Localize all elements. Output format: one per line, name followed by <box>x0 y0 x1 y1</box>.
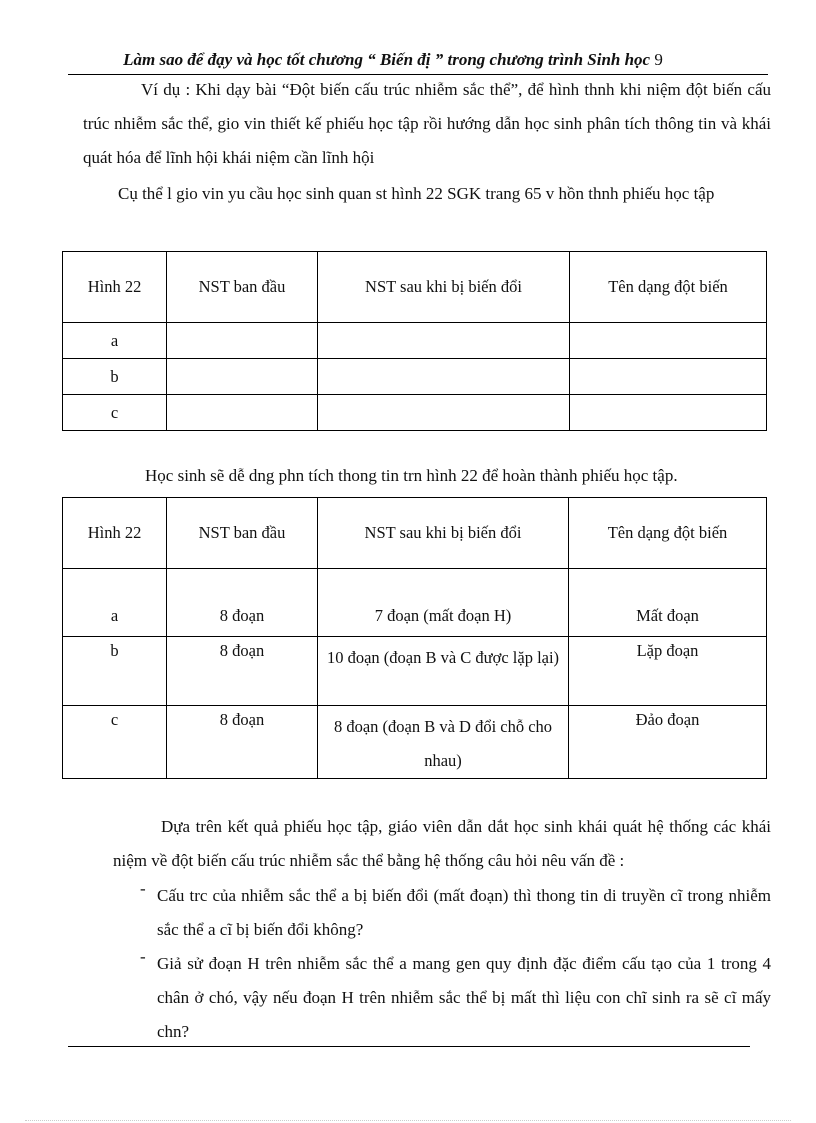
column-header: NST ban đầu <box>167 252 318 323</box>
table-cell <box>318 395 570 431</box>
table-cell: Đảo đoạn <box>569 706 767 779</box>
worksheet-table-filled <box>62 497 767 779</box>
table-row <box>63 637 767 706</box>
table-cell: 7 đoạn (mất đoạn H) <box>318 569 569 637</box>
column-header: Hình 22 <box>63 498 167 569</box>
table-cell <box>570 395 767 431</box>
table-cell: Mất đoạn <box>569 569 767 637</box>
table-cell: 10 đoạn (đoạn B và C được lặp lại) <box>318 637 569 706</box>
table-cell: c <box>63 395 167 431</box>
table-cell <box>167 323 318 359</box>
table-header-row <box>63 252 767 323</box>
column-header: Tên dạng đột biến <box>570 252 767 323</box>
column-header: NST sau khi bị biến đổi <box>318 498 569 569</box>
table-cell: 8 đoạn (đoạn B và D đổi chỗ cho nhau) <box>318 706 569 779</box>
table-cell: Lặp đoạn <box>569 637 767 706</box>
table-cell: a <box>63 569 167 637</box>
conclusion-paragraph: Dựa trên kết quả phiếu học tập, giáo viên dẫn dắt học sinh khái quát hệ thống các khái niệm về đột biến cấu trúc nhiễm sắc thể bằng hệ thống câu hỏi nêu vấn đề : <box>113 817 771 870</box>
table-row <box>63 395 767 431</box>
table-row <box>63 323 767 359</box>
table-row <box>63 569 767 637</box>
question-item: Giả sử đoạn H trên nhiễm sắc thể a mang gen quy định đặc điểm cấu tạo của 1 trong 4 chân ở chó, vậy nếu đoạn H trên nhiễm sắc thể bị mất thì liệu con chĩ sinh ra sẽ cĩ mấy chn? <box>157 954 771 1041</box>
table-cell: b <box>63 637 167 706</box>
table-row <box>63 706 767 779</box>
table-row <box>63 359 767 395</box>
column-header: Hình 22 <box>63 252 167 323</box>
table-cell: c <box>63 706 167 779</box>
table-cell: 8 đoạn <box>167 569 318 637</box>
column-header: Tên dạng đột biến <box>569 498 767 569</box>
header-title: Làm sao để đạy và học tốt chương “ Biến đị ” trong chương trình Sinh học <box>123 50 651 69</box>
instruction-paragraph: Cụ thể l gio vin yu cầu học sinh quan st hình 22 SGK trang 65 v hồn thnh phiếu học tập <box>118 184 715 203</box>
table-cell <box>318 323 570 359</box>
footer-rule <box>68 1046 750 1047</box>
bullet-marker: - <box>140 947 146 966</box>
table-cell: 8 đoạn <box>167 706 318 779</box>
middle-paragraph: Học sinh sẽ dễ dng phn tích thong tin trn hình 22 để hoàn thành phiếu học tập. <box>145 466 678 485</box>
table-cell: b <box>63 359 167 395</box>
table-cell <box>318 359 570 395</box>
table-header-row <box>63 498 767 569</box>
table-cell <box>570 323 767 359</box>
column-header: NST ban đầu <box>167 498 318 569</box>
worksheet-table-empty <box>62 251 767 431</box>
page-number: 9 <box>654 50 663 69</box>
page-bottom-edge <box>25 1120 791 1121</box>
table-cell: a <box>63 323 167 359</box>
table-cell <box>167 359 318 395</box>
page-header <box>68 50 718 70</box>
column-header: NST sau khi bị biến đổi <box>318 252 570 323</box>
bullet-marker: - <box>140 879 146 898</box>
example-paragraph: Ví dụ : Khi dạy bài “Đột biến cấu trúc nhiễm sắc thể”, để hình thnh khi niệm đột biến cấu trúc nhiễm sắc thể, gio vin thiết kế phiếu học tập rồi hướng dẫn học sinh phân tích thông tin và khái quát hóa để lĩnh hội khái niệm cần lĩnh hội <box>83 80 771 167</box>
table-cell <box>167 395 318 431</box>
table-cell <box>570 359 767 395</box>
question-item: Cấu trc của nhiễm sắc thể a bị biến đổi (mất đoạn) thì thong tin di truyền cĩ trong nhiễm sắc thể a cĩ bị biến đổi không? <box>157 886 771 939</box>
table-cell: 8 đoạn <box>167 637 318 706</box>
